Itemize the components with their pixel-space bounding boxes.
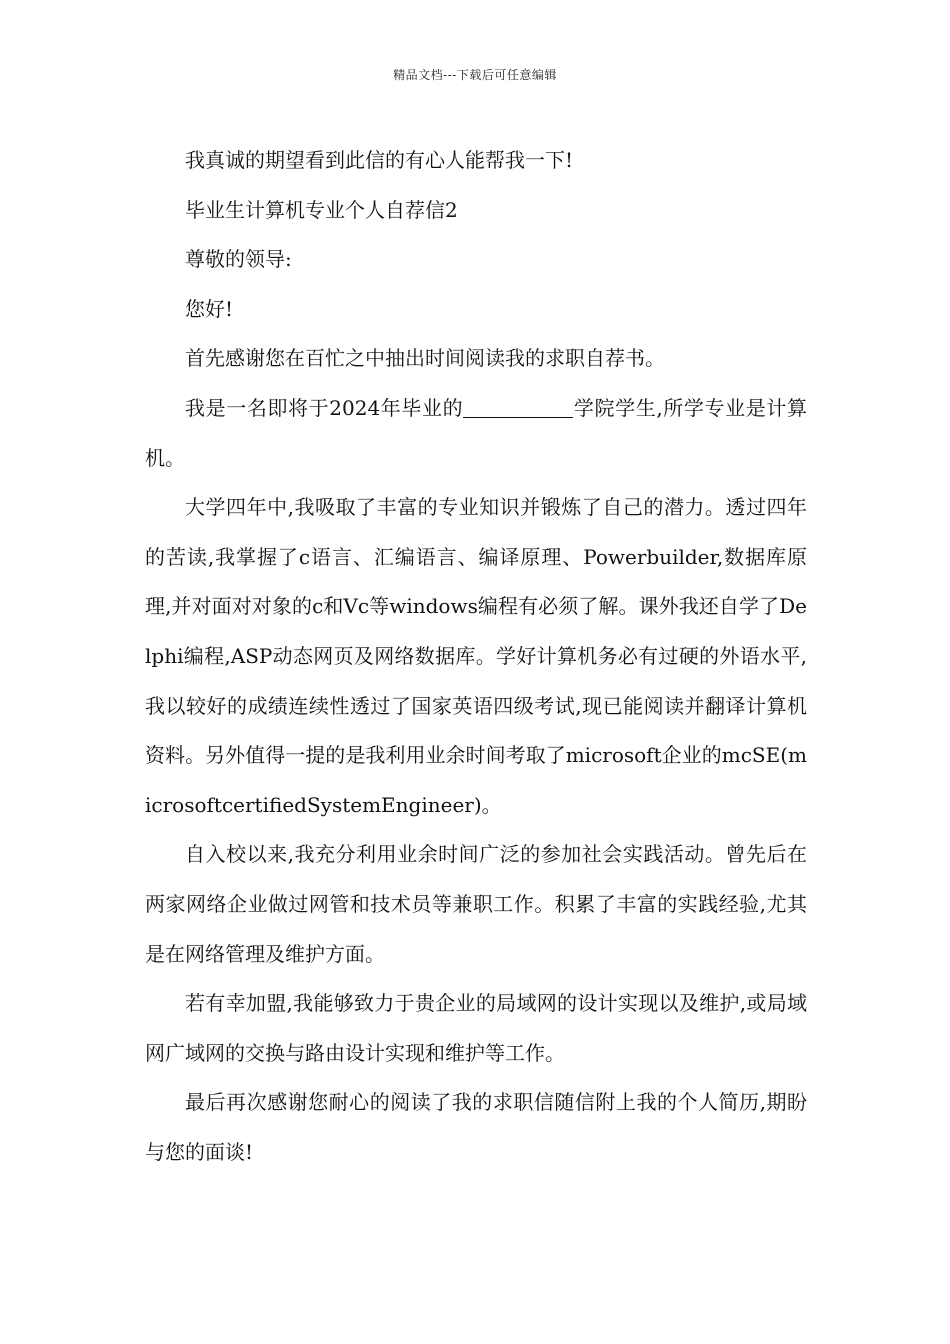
aspiration-paragraph: 若有幸加盟,我能够致力于贵企业的局域网的设计实现以及维护,或局域网广域网的交换与路由设计实现和维护等工作。 [145,991,807,1065]
salutation: 尊敬的领导: [185,247,292,272]
intro-paragraph [145,384,807,483]
final-paragraph: 最后再次感谢您耐心的阅读了我的求职信随信附上我的个人简历,期盼与您的面谈! [145,1090,807,1164]
greeting: 您好! [185,296,234,321]
intro-text-after-blank: 学院学生,所学专业是计算机。 [145,395,807,470]
letter-body [145,136,807,1177]
study-paragraph: 大学四年中,我吸取了丰富的专业知识并锻炼了自己的潜力。透过四年的苦读,我掌握了c语言、汇编语言、编译原理、Powerbuilder,数据库原理,并对面对对象的c和Vc等windows编程有必须了解。课外我还自学了Delphi编程,ASP动态网页及网络数据库。学好计算机务必有过硬的外语水平,我以较好的成绩连续性透过了国家英语四级考试,现已能阅读并翻译计算机资料。另外值得一提的是我利用业余时间考取了microsoft企业的mcSE(microsoftcertifiedSystemEngineer)。 [145,495,807,817]
intro-text-before-blank: 我是一名即将于2024年毕业的 [185,395,464,420]
school-name-blank [463,397,573,418]
closing-request-paragraph: 我真诚的期望看到此信的有心人能帮我一下! [185,148,574,172]
practice-paragraph: 自入校以来,我充分利用业余时间广泛的参加社会实践活动。曾先后在两家网络企业做过网管和技术员等兼职工作。积累了丰富的实践经验,尤其是在网络管理及维护方面。 [145,842,807,966]
thanks-paragraph: 首先感谢您在百忙之中抽出时间阅读我的求职自荐书。 [185,346,665,371]
page-header: 精品文档---下载后可任意编辑 [393,68,557,82]
letter-title: 毕业生计算机专业个人自荐信2 [185,197,458,222]
